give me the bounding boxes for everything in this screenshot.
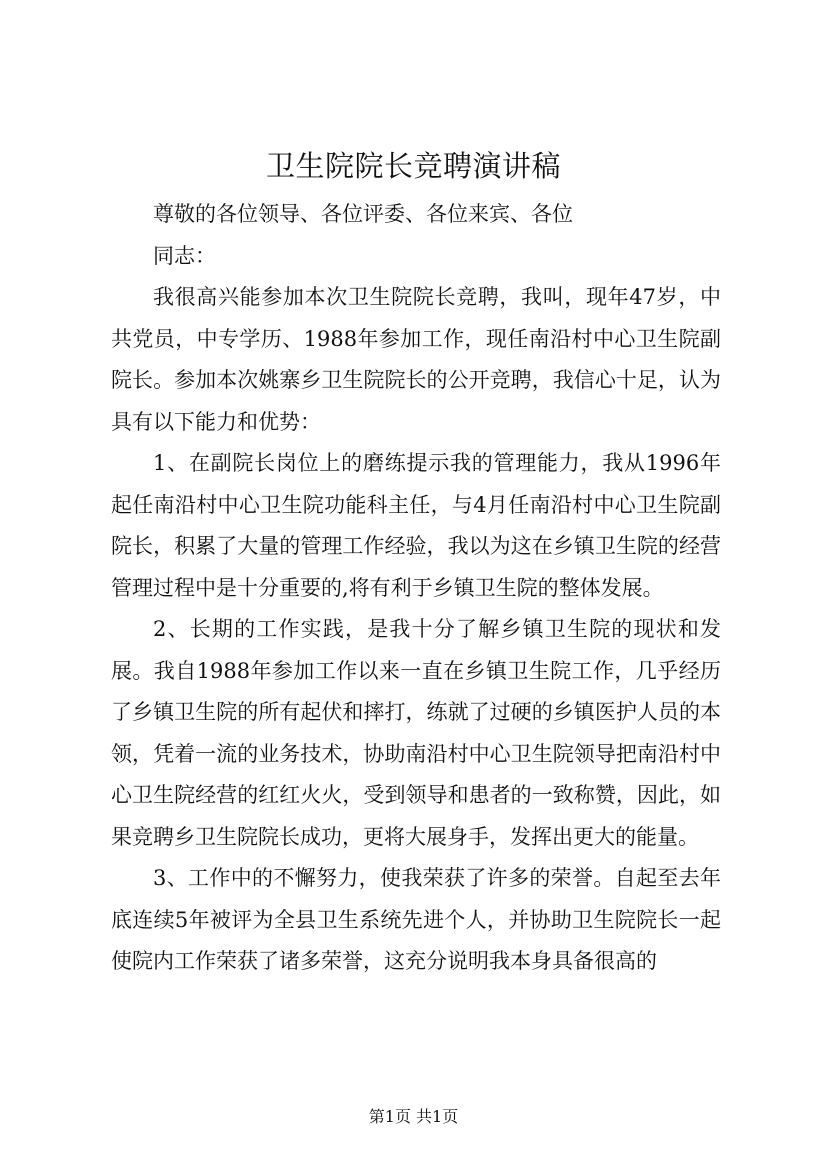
page-footer: 第1页 共1页 bbox=[368, 1107, 459, 1126]
document-body bbox=[111, 194, 721, 983]
intro-paragraph: 我很高兴能参加本次卫生院院长竞聘，我叫，现年47岁，中共党员，中专学历、1988年参加工作，现任南沿村中心卫生院副院长。参加本次姚寨乡卫生院院长的公开竞聘，我信心十足，认为具有以下能力和优势： bbox=[111, 285, 721, 434]
point-2-paragraph: 2、长期的工作实践，是我十分了解乡镇卫生院的现状和发展。我自1988年参加工作以来一直在乡镇卫生院工作，几乎经历了乡镇卫生院的所有起伏和摔打，练就了过硬的乡镇医护人员的本领，凭着一流的业务技术，协助南沿村中心卫生院领导把南沿村中心卫生院经营的红红火火，受到领导和患者的一致称赞，因此，如果竞聘乡卫生院院长成功，更将大展身手，发挥出更大的能量。 bbox=[111, 617, 721, 849]
point-1-paragraph: 1、在副院长岗位上的磨练提示我的管理能力，我从1996年起任南沿村中心卫生院功能科主任，与4月任南沿村中心卫生院副院长，积累了大量的管理工作经验，我以为这在乡镇卫生院的经营管理过程中是十分重要的,将有利于乡镇卫生院的整体发展。 bbox=[111, 451, 721, 600]
salutation-line-2: 同志： bbox=[153, 243, 216, 268]
point-3-paragraph: 3、工作中的不懈努力，使我荣获了许多的荣誉。自起至去年底连续5年被评为全县卫生系统先进个人，并协助卫生院院长一起使院内工作荣获了诸多荣誉，这充分说明我本身具备很高的 bbox=[111, 866, 721, 973]
document-title: 卫生院院长竞聘演讲稿 bbox=[265, 149, 561, 183]
salutation-line: 尊敬的各位领导、各位评委、各位来宾、各位 bbox=[153, 202, 573, 226]
